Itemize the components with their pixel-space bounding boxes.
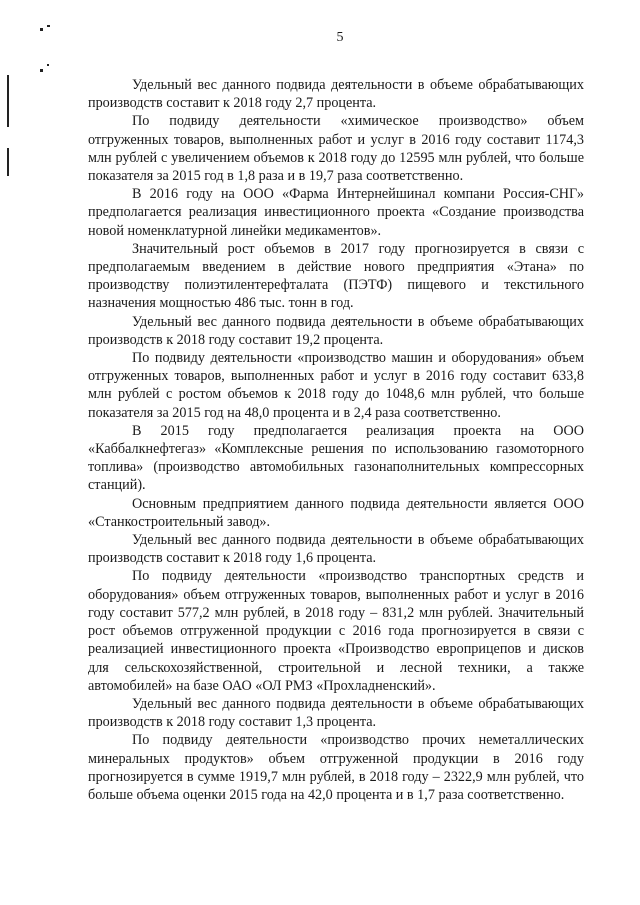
paragraph: Значительный рост объемов в 2017 году прогнозируется в связи с предполагаемым введением в действие нового предприятия «Этана» по производству полиэтилентерефталата (ПЭТФ) пищевого и текстильного назначения мощностью 486 тыс. тонн в год. bbox=[88, 240, 584, 312]
paragraph: Удельный вес данного подвида деятельности в объеме обрабатывающих производств составит к 2018 году 2,7 процента. bbox=[88, 77, 584, 112]
paragraph: Основным предприятием данного подвида деятельности является ООО «Станкостроительный завод». bbox=[88, 495, 584, 530]
binding-mark-dot-1 bbox=[40, 28, 43, 31]
binding-mark-dot-3 bbox=[40, 69, 43, 72]
paragraph: По подвиду деятельности «производство транспортных средств и оборудования» объем отгруженных товаров, выполненных работ и услуг в 2016 году составит 577,2 млн рублей, в 2018 году – 831,2 млн рублей. Значительный рост объемов отгруженной продукции с 2016 года прогнозируется в связи с реализацией инвестиционного проекта «Производство европрицепов и дисков для сельскохозяйственной, строительной и лесной техники, а также автомобилей» на базе ОАО «ОЛ РМЗ «Прохладненский». bbox=[88, 568, 584, 694]
paragraph: В 2015 году предполагается реализация проекта на ООО «Каббалкнефтегаз» «Комплексные решения по использованию газомоторного топлива» (производство автомобильных газонаполнительных компрессорных станций). bbox=[88, 422, 584, 494]
document-body bbox=[88, 76, 584, 804]
paragraph: По подвиду деятельности «производство машин и оборудования» объем отгруженных товаров, выполненных работ и услуг в 2016 году составит 633,8 млн рублей с ростом объемов к 2018 году до 1048,6 млн рублей, что больше показателя за 2015 год на 48,0 процента и в 2,4 раза соответственно. bbox=[88, 350, 584, 421]
paragraph: Удельный вес данного подвида деятельности в объеме обрабатывающих производств составит к 2018 году 1,6 процента. bbox=[88, 532, 584, 567]
paragraph: В 2016 году на ООО «Фарма Интернейшинал компани Россия-СНГ» предполагается реализация инвестиционного проекта «Создание производства новой номенклатурной линейки медикаментов». bbox=[88, 186, 584, 239]
paragraph: По подвиду деятельности «производство прочих неметаллических минеральных продуктов» объем отгруженной продукции в 2016 году прогнозируется в сумме 1919,7 млн рублей, в 2018 году – 2322,9 млн рублей, что больше объема оценки 2015 года на 42,0 процента и в 1,7 раза соответственно. bbox=[88, 732, 584, 803]
binding-mark-line-1 bbox=[7, 75, 9, 127]
paragraph: Удельный вес данного подвида деятельности в объеме обрабатывающих производств к 2018 году составит 1,3 процента. bbox=[88, 695, 584, 731]
paragraph: Удельный вес данного подвида деятельности в объеме обрабатывающих производств к 2018 году составит 19,2 процента. bbox=[88, 313, 584, 348]
binding-mark-line-2 bbox=[7, 148, 9, 176]
paragraph: По подвиду деятельности «химическое производство» объем отгруженных товаров, выполненных работ и услуг в 2016 году составит 1174,3 млн рублей с увеличением объемов к 2018 году до 12595 млн рублей, что больше показателя за 2015 год в 1,8 раза и в 19,7 раза соответственно. bbox=[88, 113, 584, 185]
binding-mark-dot-2 bbox=[47, 25, 50, 27]
page-number: 5 bbox=[336, 30, 344, 45]
binding-mark-dot-4 bbox=[47, 64, 49, 66]
